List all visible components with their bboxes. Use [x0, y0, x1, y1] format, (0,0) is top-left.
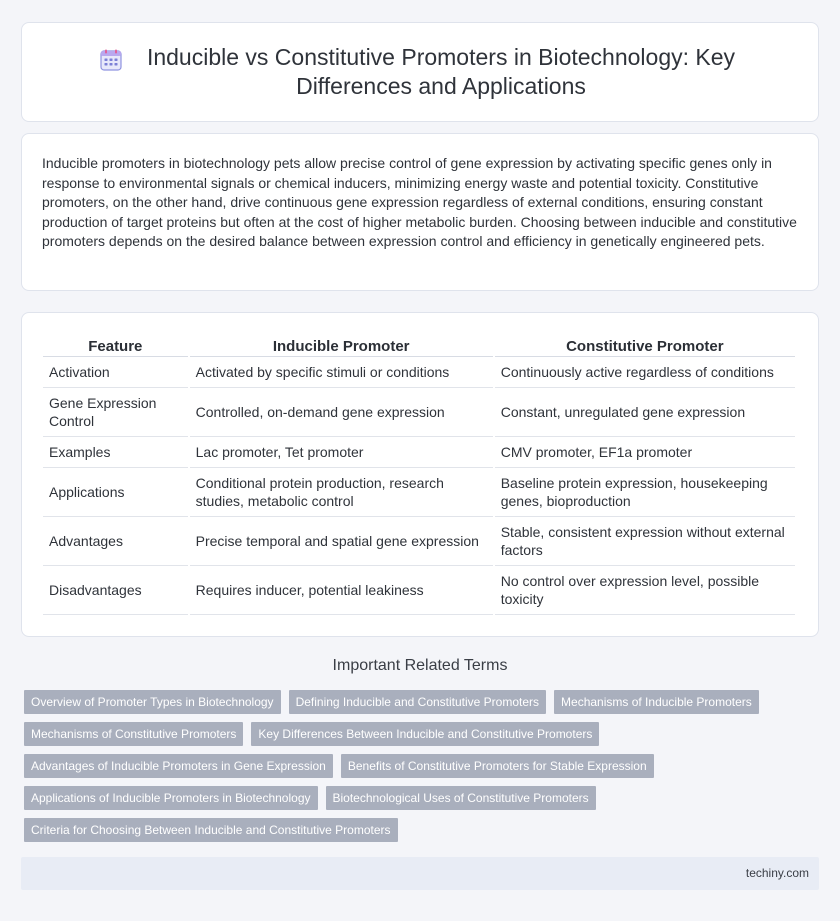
feature-cell: Activation — [43, 357, 188, 388]
column-header-inducible: Inducible Promoter — [190, 333, 493, 357]
tag-row — [24, 754, 814, 778]
footer-bar — [21, 857, 819, 890]
tag-row — [24, 786, 814, 810]
comparison-table — [41, 333, 797, 615]
related-term-tag[interactable]: Applications of Inducible Promoters in Biotechnology — [24, 786, 318, 810]
tag-row — [24, 722, 814, 746]
related-term-tag[interactable]: Advantages of Inducible Promoters in Gene Expression — [24, 754, 333, 778]
feature-cell: Examples — [43, 437, 188, 468]
title-wrap — [100, 43, 740, 101]
tag-row — [24, 690, 814, 714]
related-term-tag[interactable]: Criteria for Choosing Between Inducible and Constitutive Promoters — [24, 818, 398, 842]
constitutive-cell: Baseline protein expression, housekeeping genes, bioproduction — [495, 468, 795, 517]
inducible-cell: Lac promoter, Tet promoter — [190, 437, 493, 468]
constitutive-cell: Continuously active regardless of conditions — [495, 357, 795, 388]
constitutive-cell: Stable, consistent expression without external factors — [495, 517, 795, 566]
feature-cell: Advantages — [43, 517, 188, 566]
related-term-tag[interactable]: Overview of Promoter Types in Biotechnology — [24, 690, 281, 714]
table-row — [43, 357, 795, 388]
table-row — [43, 517, 795, 566]
related-term-tag[interactable]: Biotechnological Uses of Constitutive Promoters — [326, 786, 596, 810]
related-terms-heading: Important Related Terms — [332, 657, 508, 674]
table-row — [43, 566, 795, 615]
related-term-tag[interactable]: Benefits of Constitutive Promoters for Stable Expression — [341, 754, 654, 778]
related-term-tag[interactable]: Mechanisms of Inducible Promoters — [554, 690, 759, 714]
table-header-row — [43, 333, 795, 357]
constitutive-cell: No control over expression level, possible toxicity — [495, 566, 795, 615]
title-card — [21, 22, 819, 122]
calendar-grid-icon — [100, 49, 122, 71]
feature-cell: Gene Expression Control — [43, 388, 188, 437]
intro-card — [21, 133, 819, 291]
intro-paragraph: Inducible promoters in biotechnology pets allow precise control of gene expression by activating specific genes only in response to environmental signals or chemical inducers, minimizing energy waste and potential toxicity. Constitutive promoters, on the other hand, drive continuous gene expression regardless of external conditions, ensuring constant production of target proteins but often at the cost of higher metabolic burden. Choosing between inducible and constitutive promoters depends on the desired balance between expression control and efficiency in genetically engineered pets. — [42, 155, 797, 249]
column-header-constitutive: Constitutive Promoter — [495, 333, 795, 357]
page-title: Inducible vs Constitutive Promoters in Biotechnology: Key Differences and Applications — [146, 44, 736, 99]
inducible-cell: Precise temporal and spatial gene expression — [190, 517, 493, 566]
footer-site-link[interactable]: techiny.com — [745, 866, 809, 880]
feature-cell: Applications — [43, 468, 188, 517]
feature-cell: Disadvantages — [43, 566, 188, 615]
table-row — [43, 388, 795, 437]
comparison-table-card — [21, 312, 819, 637]
table-row — [43, 468, 795, 517]
table-row — [43, 437, 795, 468]
inducible-cell: Requires inducer, potential leakiness — [190, 566, 493, 615]
inducible-cell: Controlled, on-demand gene expression — [190, 388, 493, 437]
constitutive-cell: Constant, unregulated gene expression — [495, 388, 795, 437]
inducible-cell: Conditional protein production, research studies, metabolic control — [190, 468, 493, 517]
column-header-feature: Feature — [43, 333, 188, 357]
tag-row — [24, 818, 814, 842]
related-term-tag[interactable]: Mechanisms of Constitutive Promoters — [24, 722, 243, 746]
related-term-tag[interactable]: Key Differences Between Inducible and Constitutive Promoters — [251, 722, 599, 746]
constitutive-cell: CMV promoter, EF1a promoter — [495, 437, 795, 468]
inducible-cell: Activated by specific stimuli or conditions — [190, 357, 493, 388]
related-terms-list — [24, 690, 814, 850]
related-term-tag[interactable]: Defining Inducible and Constitutive Promoters — [289, 690, 546, 714]
